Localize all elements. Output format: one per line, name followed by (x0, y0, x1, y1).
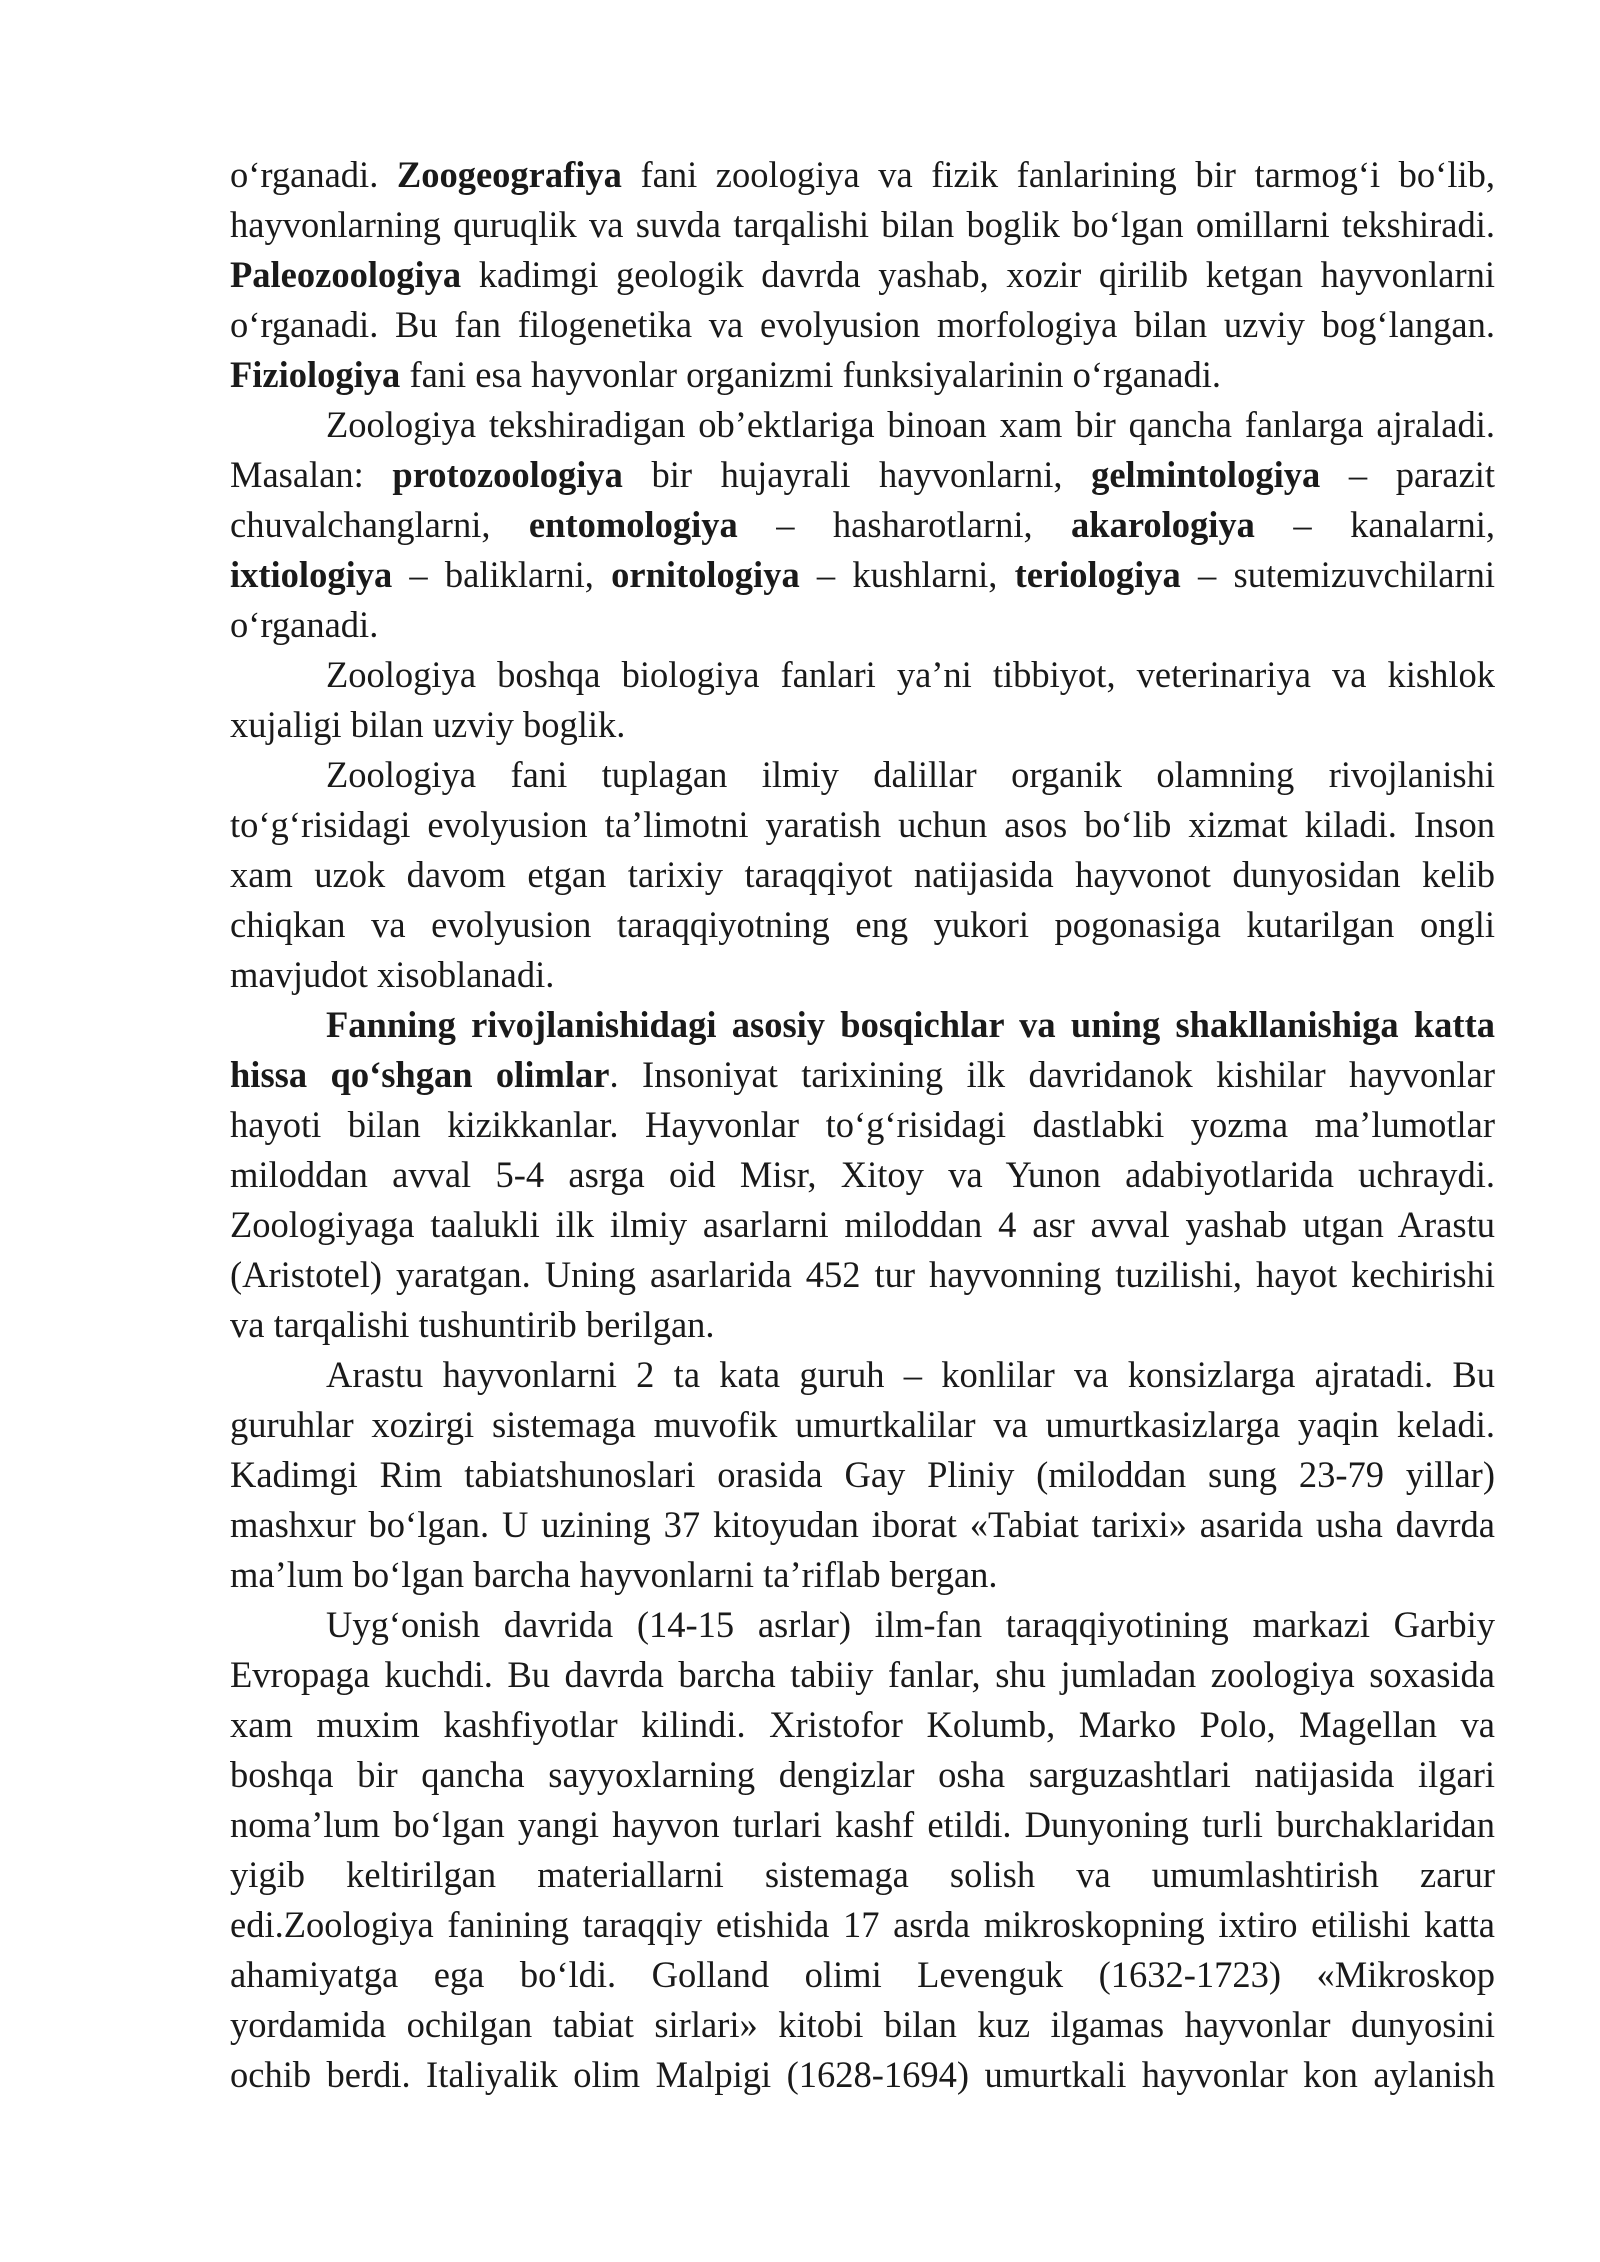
bold-term: akarologiya (1071, 504, 1255, 545)
bold-term: teriologiya (1014, 554, 1181, 595)
text-line (230, 1200, 1495, 1250)
bold-term: Fanning rivojlanishidagi asosiy bosqichlar va uning shakllanishiga katta (326, 1004, 1495, 1045)
paragraph (230, 150, 1495, 400)
text-run: Evropaga kuchdi. Bu davrda barcha tabiiy fanlar, shu jumladan zoologiya soxasida (230, 1654, 1495, 1695)
text-line (230, 1050, 1495, 1100)
text-run: xujaligi bilan uzviy boglik. (230, 704, 626, 745)
text-run: xam uzok davom etgan tarixiy taraqqiyot natijasida hayvonot dunyosidan kelib (230, 854, 1495, 895)
text-run: edi.Zoologiya fanining taraqqiy etishida 17 asrda mikroskopning ixtiro etilishi katta (230, 1904, 1495, 1945)
paragraph (230, 1350, 1495, 1600)
text-line (230, 1350, 1495, 1400)
text-line (230, 1650, 1495, 1700)
text-line (230, 250, 1495, 300)
text-run: Kadimgi Rim tabiatshunoslari orasida Gay Pliniy (miloddan sung 23-79 yillar) (230, 1454, 1495, 1495)
text-line (230, 1250, 1495, 1300)
text-run: ma’lum bo‘lgan barcha hayvonlarni ta’riflab bergan. (230, 1554, 998, 1595)
text-run: – parazit (1320, 454, 1495, 495)
text-run: va tarqalishi tushuntirib berilgan. (230, 1304, 715, 1345)
text-run: Zoologiya boshqa biologiya fanlari ya’ni tibbiyot, veterinariya va kishlok (326, 654, 1495, 695)
text-run: Zoologiya fani tuplagan ilmiy dalillar organik olamning rivojlanishi (326, 754, 1495, 795)
text-run: mashxur bo‘lgan. U uzining 37 kitoyudan iborat «Tabiat tarixi» asarida usha davrda (230, 1504, 1495, 1545)
text-line (230, 1100, 1495, 1150)
bold-term: hissa qo‘shgan olimlar (230, 1054, 610, 1095)
text-run: . Insoniyat tarixining ilk davridanok kishilar hayvonlar (609, 1054, 1495, 1095)
text-line (230, 1750, 1495, 1800)
text-run: Uyg‘onish davrida (14-15 asrlar) ilm-fan taraqqiyotining markazi Garbiy (326, 1604, 1495, 1645)
bold-term: ixtiologiya (230, 554, 393, 595)
text-run: – kanalarni, (1254, 504, 1495, 545)
text-line (230, 750, 1495, 800)
text-line (230, 550, 1495, 600)
text-run: Zoologiya tekshiradigan ob’ektlariga binoan xam bir qancha fanlarga ajraladi. (326, 404, 1495, 445)
text-run: hayoti bilan kizikkanlar. Hayvonlar to‘g‘risidagi dastlabki yozma ma’lumotlar (230, 1104, 1495, 1145)
text-line (230, 1300, 1495, 1350)
text-run: – hasharotlarni, (737, 504, 1072, 545)
text-line (230, 400, 1495, 450)
text-run: fani zoologiya va fizik fanlarining bir tarmog‘i bo‘lib, (621, 154, 1495, 195)
text-run: kadimgi geologik davrda yashab, xozir qirilib ketgan hayvonlarni (461, 254, 1495, 295)
bold-term: ornitologiya (611, 554, 800, 595)
paragraph (230, 400, 1495, 650)
bold-term: protozoologiya (392, 454, 623, 495)
text-run: (Aristotel) yaratgan. Uning asarlarida 452 tur hayvonning tuzilishi, hayot kechirishi (230, 1254, 1495, 1295)
text-line (230, 1500, 1495, 1550)
paragraph (230, 650, 1495, 750)
text-line (230, 2000, 1495, 2050)
paragraph (230, 750, 1495, 1000)
text-line (230, 900, 1495, 950)
text-run: guruhlar xozirgi sistemaga muvofik umurtkalilar va umurtkasizlarga yaqin keladi. (230, 1404, 1495, 1445)
text-run: to‘g‘risidagi evolyusion ta’limotni yaratish uchun asos bo‘lib xizmat kiladi. Inson (230, 804, 1495, 845)
text-run: – kushlarni, (799, 554, 1015, 595)
text-line (230, 1000, 1495, 1050)
text-run: – sutemizuvchilarni (1180, 554, 1495, 595)
text-line (230, 950, 1495, 1000)
bold-term: Paleozoologiya (230, 254, 462, 295)
text-line (230, 350, 1495, 400)
text-line (230, 800, 1495, 850)
text-line (230, 450, 1495, 500)
text-line (230, 1950, 1495, 2000)
document-body-text (230, 150, 1495, 2100)
text-run: yigib keltirilgan materiallarni sistemaga solish va umumlashtirish zarur (230, 1854, 1495, 1895)
bold-term: Fiziologiya (230, 354, 401, 395)
text-run: o‘rganadi. (230, 154, 397, 195)
text-line (230, 1700, 1495, 1750)
text-run: Arastu hayvonlarni 2 ta kata guruh – konlilar va konsizlarga ajratadi. Bu (326, 1354, 1495, 1395)
text-line (230, 1450, 1495, 1500)
paragraph (230, 1000, 1495, 1350)
text-run: o‘rganadi. Bu fan filogenetika va evolyusion morfologiya bilan uzviy bog‘langan. (230, 304, 1495, 345)
text-line (230, 300, 1495, 350)
text-line (230, 150, 1495, 200)
text-run: Masalan: (230, 454, 393, 495)
text-line (230, 1400, 1495, 1450)
text-line (230, 1900, 1495, 1950)
text-run: – baliklarni, (392, 554, 612, 595)
text-run: boshqa bir qancha sayyoxlarning dengizlar osha sarguzashtlari natijasida ilgari (230, 1754, 1495, 1795)
text-run: miloddan avval 5-4 asrga oid Misr, Xitoy va Yunon adabiyotlarida uchraydi. (230, 1154, 1495, 1195)
text-run: noma’lum bo‘lgan yangi hayvon turlari kashf etildi. Dunyoning turli burchaklaridan (230, 1804, 1495, 1845)
text-run: o‘rganadi. (230, 604, 379, 645)
text-line (230, 500, 1495, 550)
text-line (230, 700, 1495, 750)
text-line (230, 2050, 1495, 2100)
text-run: ochib berdi. Italiyalik olim Malpigi (1628-1694) umurtkali hayvonlar kon aylanish (230, 2054, 1495, 2095)
bold-term: Zoogeografiya (396, 154, 622, 195)
text-line (230, 1600, 1495, 1650)
text-line (230, 1550, 1495, 1600)
text-line (230, 850, 1495, 900)
text-run: chiqkan va evolyusion taraqqiyotning eng yukori pogonasiga kutarilgan ongli (230, 904, 1495, 945)
text-line (230, 650, 1495, 700)
text-run: xam muxim kashfiyotlar kilindi. Xristofor Kolumb, Marko Polo, Magellan va (230, 1704, 1495, 1745)
paragraph (230, 1600, 1495, 2100)
text-line (230, 200, 1495, 250)
text-run: ahamiyatga ega bo‘ldi. Golland olimi Levenguk (1632-1723) «Mikroskop (230, 1954, 1495, 1995)
text-run: mavjudot xisoblanadi. (230, 954, 555, 995)
text-run: yordamida ochilgan tabiat sirlari» kitobi bilan kuz ilgamas hayvonlar dunyosini (230, 2004, 1495, 2045)
text-run: Zoologiyaga taalukli ilk ilmiy asarlarni miloddan 4 asr avval yashab utgan Arastu (230, 1204, 1495, 1245)
bold-term: gelmintologiya (1091, 454, 1321, 495)
bold-term: entomologiya (528, 504, 738, 545)
text-line (230, 1850, 1495, 1900)
text-line (230, 1150, 1495, 1200)
text-line (230, 600, 1495, 650)
text-run: hayvonlarning quruqlik va suvda tarqalishi bilan boglik bo‘lgan omillarni tekshiradi. (230, 204, 1495, 245)
text-run: bir hujayrali hayvonlarni, (622, 454, 1092, 495)
text-run: fani esa hayvonlar organizmi funksiyalarinin o‘rganadi. (400, 354, 1221, 395)
text-run: chuvalchanglarni, (230, 504, 529, 545)
text-line (230, 1800, 1495, 1850)
